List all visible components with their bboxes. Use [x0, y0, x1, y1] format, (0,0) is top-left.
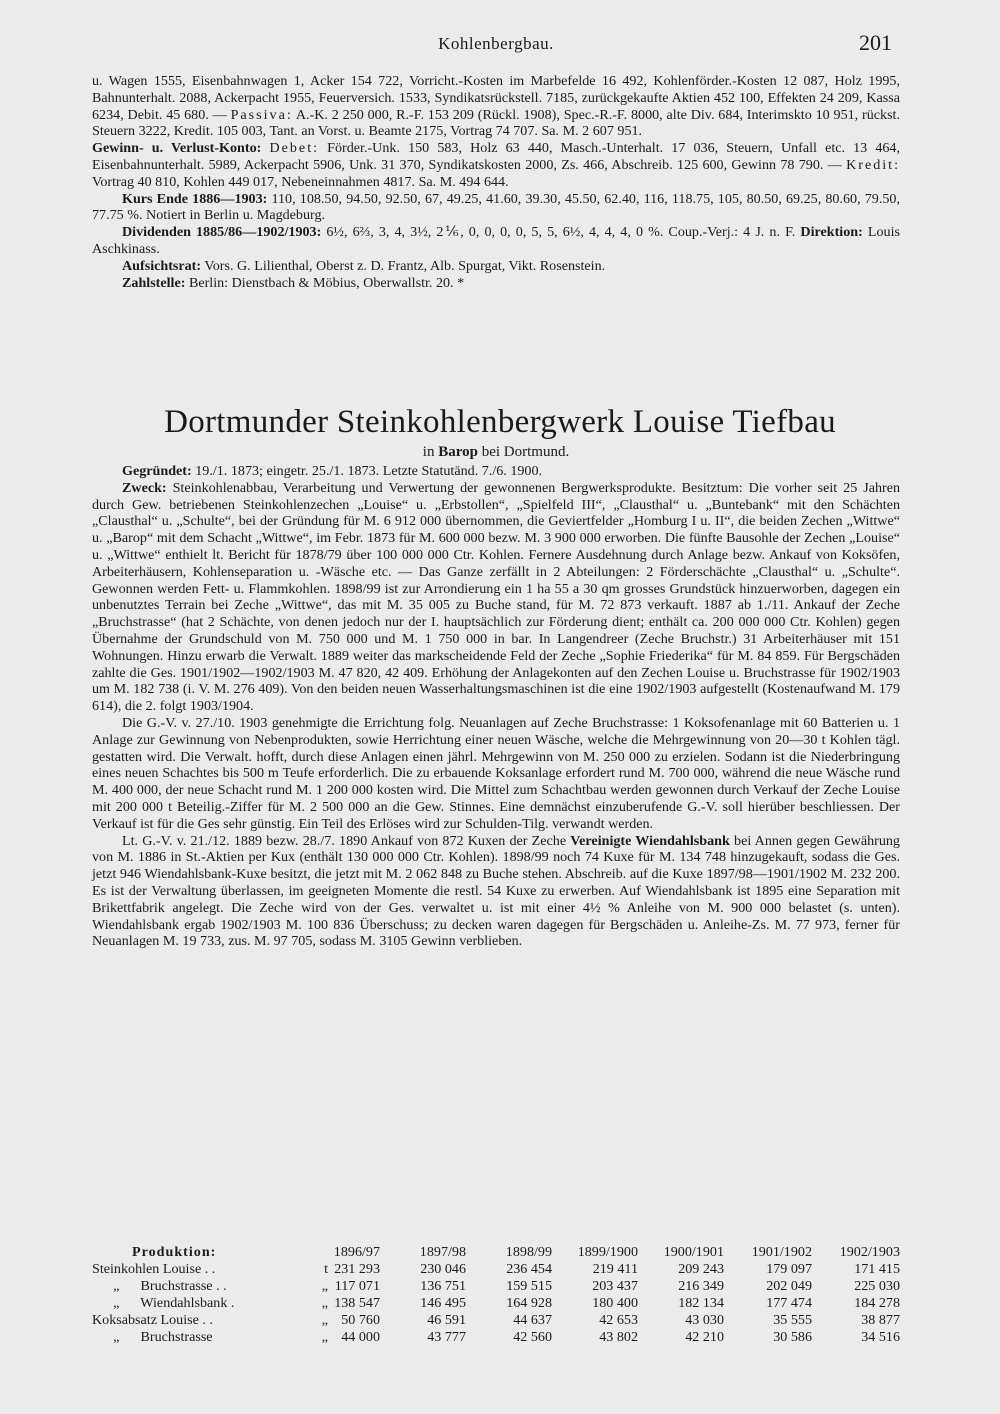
running-head [92, 30, 900, 60]
table-cell: 136 751 [420, 1278, 466, 1294]
passiva-label: Passiva: [230, 106, 293, 123]
wiendahlsbank-paragraph: Lt. G.-V. v. 21./12. 1889 bezw. 28./7. 1890 Ankauf von 872 Kuxen der Zeche Vereinigte Wiendahlsbank bei Annen gegen Gewährung von M. 1886 in St.-Aktien per Kux (enthält 130 000 000 Ctr. Kohlen). 1898/99 noch 74 Kuxe für M. 134 748 hinzugekauft, sodass die Ges. jetzt 946 Wiendahlsbank-Kuxe besitzt, die jetzt mit M. 2 062 848 zu Buche stehen. Abschreib. auf die Kuxe 1897/98—1901/1902 M. 232 200. Es ist der Verwaltung überlassen, im geeigneten Momente die restl. 54 Kuxe zu erwerben. Auf Wiendahlsbank ist 1895 eine Separation mit Brikettfabrik angelegt. Die Zeche wird von der Ges. verwaltet u. ist mit einer 4½ % Anleihe von M. 900 000 belastet (s. unten). Wiendahlsbank ergab 1902/1903 M. 100 836 Überschuss; zu decken waren dagegen für Bergschäden u. Anleihe-Zs. M. 77 973, ferner für Neuanlagen M. 19 733, zus. M. 97 705, sodass M. 3105 Gewinn verblieben. [92, 832, 900, 950]
table-cell: 203 437 [592, 1278, 638, 1294]
table-cell: 44 637 [513, 1312, 552, 1328]
table-cell: 43 802 [599, 1329, 638, 1345]
direktion-label: Direktion: [800, 224, 863, 241]
table-cell: 46 591 [427, 1312, 466, 1328]
table-cell: 231 293 [334, 1261, 380, 1277]
table-cell: 34 516 [861, 1329, 900, 1345]
table-cell: 159 515 [506, 1278, 552, 1294]
kredit-label: Kredit: [846, 156, 900, 173]
production-header-row [92, 1244, 910, 1261]
row-unit: t [324, 1261, 328, 1277]
table-cell: 184 278 [854, 1295, 900, 1311]
row-unit: „ [321, 1278, 328, 1294]
table-cell: 164 928 [506, 1295, 552, 1311]
founded-paragraph: Gegründet: 19./1. 1873; eingetr. 25./1. 1873. Letzte Statutänd. 7./6. 1900. [122, 463, 543, 479]
kurs-label: Kurs Ende 1886—1903: [122, 190, 268, 207]
table-row [92, 1329, 910, 1346]
table-cell: 209 243 [678, 1261, 724, 1277]
row-unit: „ [321, 1329, 328, 1345]
zahlstelle-paragraph: Zahlstelle: Berlin: Dienstbach & Möbius, Oberwallstr. 20. * [122, 274, 465, 291]
table-cell: 42 653 [599, 1312, 638, 1328]
row-unit: „ [321, 1295, 328, 1311]
table-cell: 35 555 [773, 1312, 812, 1328]
table-cell: 171 415 [854, 1261, 900, 1277]
table-cell: 202 049 [766, 1278, 812, 1294]
table-row [92, 1278, 910, 1295]
row-label: Steinkohlen Louise . . [92, 1261, 216, 1277]
table-row [92, 1312, 910, 1329]
location-place: Barop [438, 444, 478, 460]
purpose-paragraph: Zweck: Steinkohlenabbau, Verarbeitung und Verwertung der gewonnenen Bergwerksprodukte. Besitztum: Die vorher seit 25 Jahren durch Gew. betriebenen Steinkohlenzechen „Louise“ u. „Erbstollen“, „Spielfeld III“, „Clausthal“ u. „Buntebank“ mit den Schächten „Clausthal“ u. „Schulte“, bei der Gründung für M. 6 912 000 übernommen, die Geviertfelder „Homburg I u. II“, die beiden Zechen „Wittwe“ u. „Barop“ mit dem Schacht „Wittwe“, im Febr. 1873 für M. 600 000 bezw. M. 3 900 000 erworben. Die fünfte Bausohle der Zechen „Louise“ u. „Wittwe“ enthielt lt. Bericht für 1878/79 über 100 000 000 Ctr. Kohlen. Fernere Ausdehnung durch Anlage bezw. Ankauf von Koksöfen, Arbeiterhäusern, Kohlenseparation u. -Wäsche etc. — Das Ganze zerfällt in 2 Abteilungen: 2 Förderschächte „Clausthal“ u. „Schulte“. Gewonnen werden Fett- u. Flammkohlen. 1898/99 ist zur Arrondierung ein 1 ha 55 a 30 qm grosses Grundstück hinzuerworben, dagegen ein unbenutztes Terrain bei Zeche „Wittwe“, das mit M. 35 005 zu Buche stand, für M. 72 873 verkauft. 1887 ab 1./11. Ankauf der Zeche „Bruchstrasse“ (hat 2 Schächte, von denen jedoch nur der I. hauptsächlich zur Förderung dient; enthält ca. 200 000 000 Ctr. Kohlen) gegen Übernahme der Grundschuld von M. 750 000 und M. 1 750 000 in bar. In Langendreer (Zeche Bruchstr.) 31 Arbeiterhäuser mit 151 Wohnungen. Hinzu erwarb die Verwalt. 1889 weiter das markscheidende Feld der Zeche „Sophie Friederika“ für M. 84 859. Für Bergschäden zahlte die Ges. 1901/1902—1902/1903 M. 47 820, 42 409. Erhöhung der Anlagekonten auf den Zechen Louise u. Bruchstrasse für 1902/1903 um M. 182 738 (i. V. M. 276 409). Von den beiden neuen Wasserhaltungsmaschinen ist die eine 1902/1903 aufgestellt (Kostenaufwand M. 179 614), die 2. folgt 1903/1904. [92, 479, 901, 715]
table-cell: 138 547 [334, 1295, 380, 1311]
dividend-paragraph: Dividenden 1885/86—1902/1903: 6½, 6⅔, 3, 4, 3½, 2⅙, 0, 0, 0, 0, 5, 5, 6½, 4, 4, 4, 0 %. Coup.-Verj.: 4 J. n. F. Direktion: Louis Aschkinass. [92, 224, 900, 257]
row-label: „ Bruchstrasse [92, 1329, 213, 1345]
year-header: 1896/97 [333, 1244, 380, 1260]
year-header: 1901/1902 [751, 1244, 812, 1260]
company-entry [92, 463, 900, 950]
table-cell: 236 454 [506, 1261, 552, 1277]
zahlstelle-label: Zahlstelle: [122, 274, 186, 291]
table-cell: 30 586 [773, 1329, 812, 1345]
general-meeting-paragraph: Die G.-V. v. 27./10. 1903 genehmigte die Errichtung folg. Neuanlagen auf Zeche Bruchstrasse: 1 Koksofenanlage mit 60 Batterien u. 1 Anlage zur Gewinnung von Nebenprodukten, sowie Herrichtung einer neuen Wäsche, welche die Mehrgewinnung von 20—30 t Kohlen tägl. gestatten wird. Die Verwalt. hofft, durch diese Anlagen einen jährl. Mehrgewinn von M. 250 000 zu erzielen. Sodann ist die Niederbringung eines neuen Schachtes bis 500 m Teufe erforderlich. Die zu erbauende Koksanlage erfordert rund M. 700 000, während die neue Wäsche rund M. 400 000, der neue Schacht rund M. 1 200 000 kosten wird. Die Mittel zum Schachtbau werden gewonnen durch Verkauf der Zeche Louise mit 200 000 t Beteilig.-Ziffer für M. 2 500 000 an die Gew. Stinnes. Eine demnächst einzuberufende G.-V. soll hierüber beschliessen. Der Verkauf ist für die Ges sehr günstig. Ein Teil des Erlöses wird zur Schulden-Tilg. verwandt werden. [92, 714, 900, 832]
profit-loss-paragraph: Gewinn- u. Verlust-Konto: Debet: Förder.-Unk. 150 583, Holz 63 440, Masch.-Unterhalt. 17 036, Steuern, Unfall etc. 13 464, Eisenbahnunterhalt. 5989, Ackerpacht 5906, Unk. 31 370, Syndikatskosten 2000, Zs. 466, Abschreib. 125 600, Gewinn 78 790. — Kredit: Vortrag 40 810, Kohlen 449 017, Nebeneinnahmen 4817. Sa. M. 494 644. [92, 140, 901, 190]
table-cell: 146 495 [420, 1295, 466, 1311]
row-label: „ Bruchstrasse . . [92, 1278, 227, 1294]
table-cell: 179 097 [766, 1261, 812, 1277]
table-cell: 42 210 [685, 1329, 724, 1345]
debet-label: Debet: [269, 140, 320, 157]
dividend-label: Dividenden 1885/86—1902/1903: [122, 224, 322, 241]
production-table [92, 1244, 910, 1346]
founded-label: Gegründet: [122, 463, 192, 479]
company-title: Dortmunder Steinkohlenbergwerk Louise Tiefbau [164, 404, 836, 440]
year-header: 1900/1901 [663, 1244, 724, 1260]
table-cell: 177 474 [766, 1295, 812, 1311]
table-cell: 219 411 [592, 1261, 638, 1277]
balance-paragraph: u. Wagen 1555, Eisenbahnwagen 1, Acker 154 722, Vorricht.-Kosten im Marbefelde 16 492, Kohlenförder.-Kosten 12 087, Holz 1995, Bahnunterhalt. 2088, Ackerpacht 1955, Feuerversich. 1533, Syndikatsrückstell. 7185, zurückgekaufte Aktien 452 100, Effekten 24 209, Kassa 6234, Debit. 45 680. — Passiva: A.-K. 2 250 000, R.-F. 153 209 (Rückl. 1908), Spec.-R.-F. 8000, alte Div. 684, Interimskto 10 951, rückst. Steuern 3222, Kredit. 105 003, Tant. an Vorst. u. Beamte 2175, Vortrag 74 707. Sa. M. 2 607 951. [92, 73, 900, 140]
table-cell: 180 400 [592, 1295, 638, 1311]
table-cell: 230 046 [420, 1261, 466, 1277]
page-number: 201 [859, 30, 892, 55]
previous-entry [92, 73, 900, 291]
table-cell: 38 877 [861, 1312, 900, 1328]
year-header: 1897/98 [419, 1244, 466, 1260]
table-cell: 117 071 [334, 1278, 380, 1294]
row-label: Koksabsatz Louise . . [92, 1312, 213, 1328]
aufsichtsrat-label: Aufsichtsrat: [122, 257, 202, 274]
year-header: 1899/1900 [577, 1244, 638, 1260]
year-header: 1902/1903 [839, 1244, 900, 1260]
aufsichtsrat-paragraph: Aufsichtsrat: Vors. G. Lilienthal, Oberst z. D. Frantz, Alb. Spurgat, Vikt. Rosenstein. [122, 257, 606, 274]
kurs-paragraph: Kurs Ende 1886—1903: 110, 108.50, 94.50, 92.50, 67, 49.25, 41.60, 39.30, 45.50, 62.40, 116, 118.75, 105, 80.50, 69.25, 80.60, 79.50, 77.75 %. Notiert in Berlin u. Magdeburg. [92, 190, 900, 224]
production-title: Produktion: [132, 1244, 217, 1260]
purpose-label: Zweck: [122, 479, 167, 496]
table-cell: 216 349 [678, 1278, 724, 1294]
table-cell: 225 030 [854, 1278, 900, 1294]
table-cell: 50 760 [341, 1312, 380, 1328]
table-cell: 182 134 [678, 1295, 724, 1311]
table-cell: 42 560 [513, 1329, 552, 1345]
row-unit: „ [321, 1312, 328, 1328]
table-cell: 43 030 [685, 1312, 724, 1328]
gv-label: Gewinn- u. Verlust-Konto: [92, 140, 262, 157]
company-location: in Barop bei Dortmund. [422, 444, 570, 460]
table-row [92, 1295, 910, 1312]
running-title: Kohlenbergbau. [438, 34, 554, 53]
wiendahlsbank-name: Vereinigte Wiendahlsbank [570, 832, 730, 849]
year-header: 1898/99 [505, 1244, 552, 1260]
row-label: „ Wiendahlsbank . [92, 1295, 235, 1311]
table-cell: 43 777 [427, 1329, 466, 1345]
table-row [92, 1261, 910, 1278]
table-cell: 44 000 [341, 1329, 380, 1345]
